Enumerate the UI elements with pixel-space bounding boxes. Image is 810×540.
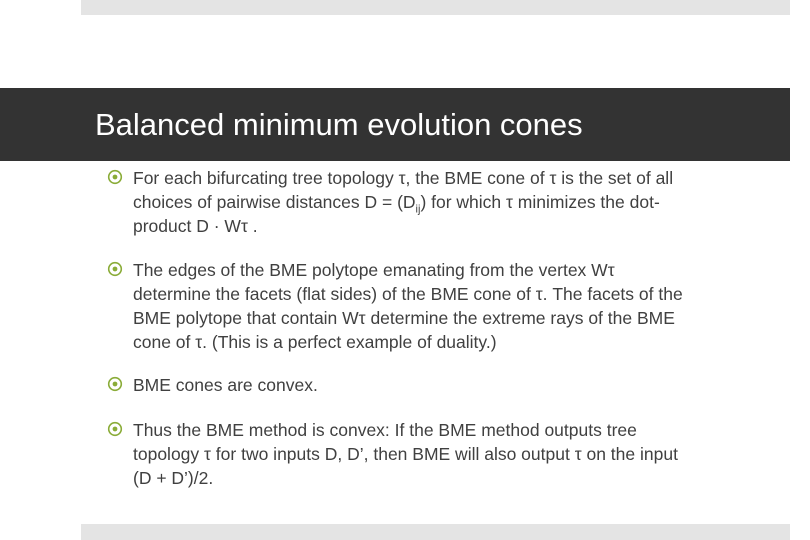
target-circle-icon	[107, 376, 123, 392]
bullet-text: BME cones are convex.	[133, 375, 318, 395]
bullet-text-line: ) for which τ minimizes the dot-	[420, 192, 660, 212]
target-circle-icon	[107, 169, 123, 185]
subscript-ij: ij	[415, 203, 421, 216]
bullet-text: Thus the BME method is convex: If the BME method outputs tree topology τ for two inputs D, D’, then BME will also output τ on the input (D + D’)/2.	[133, 420, 678, 488]
bullet-item	[107, 373, 767, 397]
bullet-text: The edges of the BME polytope emanating from the vertex Wτ determine the facets (flat sides) of the BME cone of τ. The facets of the BME polytope that contain Wτ determine the extreme rays of the BME cone of τ. (This is a perfect example of duality.)	[133, 260, 683, 352]
top-decorative-strip	[81, 0, 790, 15]
target-circle-icon	[107, 421, 123, 437]
bullet-item	[107, 258, 767, 354]
bullet-item	[107, 418, 767, 490]
bottom-decorative-strip	[81, 524, 790, 540]
bullet-item	[107, 166, 767, 238]
target-circle-icon	[107, 261, 123, 277]
slide-title: Balanced minimum evolution cones	[95, 107, 583, 142]
bullet-text-line: For each bifurcating tree topology τ, the BME cone of τ is the set of all	[133, 168, 674, 188]
bullet-text-line: product D · Wτ .	[133, 216, 258, 236]
bullet-text	[133, 166, 767, 238]
bullet-text-line: choices of pairwise distances D = (D	[133, 192, 416, 212]
